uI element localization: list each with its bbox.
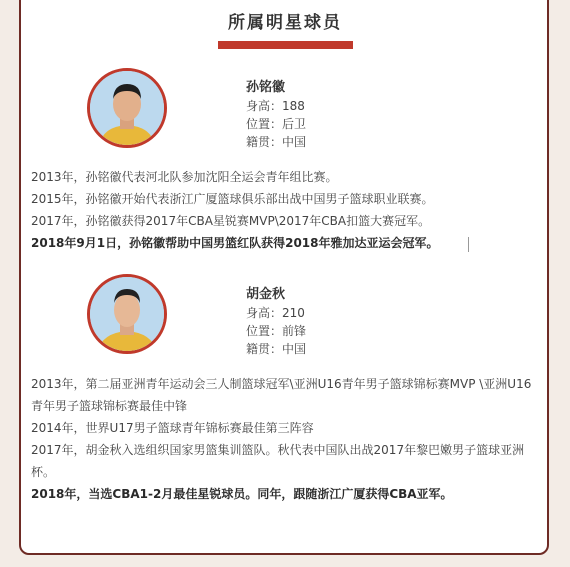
bio-line: 2017年，孙铭徽获得2017年CBA星锐赛MVP\2017年CBA扣篮大赛冠军。	[31, 214, 431, 228]
player-photo-icon	[90, 277, 164, 351]
player-stat-position	[246, 115, 306, 132]
bio-line: 2017年，胡金秋入选组织国家男篮集训篮队。秋代表中国队出战2017年黎巴嫩男子篮球亚洲杯。	[31, 443, 525, 479]
bio-line: 2015年，孙铭徽开始代表浙江广厦篮球俱乐部出战中国男子篮球职业联赛。	[31, 192, 434, 206]
player-bio	[31, 166, 543, 254]
player-name: 胡金秋	[246, 287, 286, 302]
player-stat-origin	[246, 133, 306, 150]
bio-line: 2014年，世界U17男子篮球青年锦标赛最佳第三阵容	[31, 421, 314, 435]
player-avatar-hu-jinqiu	[87, 274, 167, 354]
stat-value: 后卫	[282, 117, 307, 131]
player-bio	[31, 373, 543, 505]
section-title: 所属明星球员	[228, 13, 342, 33]
player-photo-icon	[90, 71, 164, 145]
text-cursor	[468, 237, 469, 252]
stat-label: 籍贯：	[246, 135, 283, 149]
player-name: 孙铭徽	[246, 80, 286, 95]
stat-label: 位置：	[246, 324, 283, 338]
player-stat-height	[246, 304, 305, 321]
stat-value: 中国	[282, 342, 307, 356]
bio-highlight: 2018年，当选CBA1-2月最佳星锐球员。同年，跟随浙江广厦获得CBA亚军。	[31, 487, 453, 501]
bio-highlight: 2018年9月1日，孙铭徽帮助中国男篮红队获得2018年雅加达亚运会冠军。	[31, 236, 439, 250]
stat-label: 身高：	[246, 99, 283, 113]
stat-value: 前锋	[282, 324, 307, 338]
player-stat-origin	[246, 340, 306, 357]
stat-label: 籍贯：	[246, 342, 283, 356]
stat-label: 身高：	[246, 306, 283, 320]
player-stat-position	[246, 322, 306, 339]
bio-line: 2013年，第二届亚洲青年运动会三人制篮球冠军\亚洲U16青年男子篮球锦标赛MVP \亚洲U16青年男子篮球锦标赛最佳中锋	[31, 377, 532, 413]
title-underline	[218, 41, 353, 49]
stat-value: 中国	[282, 135, 307, 149]
stat-label: 位置：	[246, 117, 283, 131]
stat-value: 188	[282, 99, 305, 113]
bio-line: 2013年，孙铭徽代表河北队参加沈阳全运会青年组比赛。	[31, 170, 338, 184]
player-stat-height	[246, 97, 305, 114]
stat-value: 210	[282, 306, 305, 320]
player-avatar-sun-minghui	[87, 68, 167, 148]
